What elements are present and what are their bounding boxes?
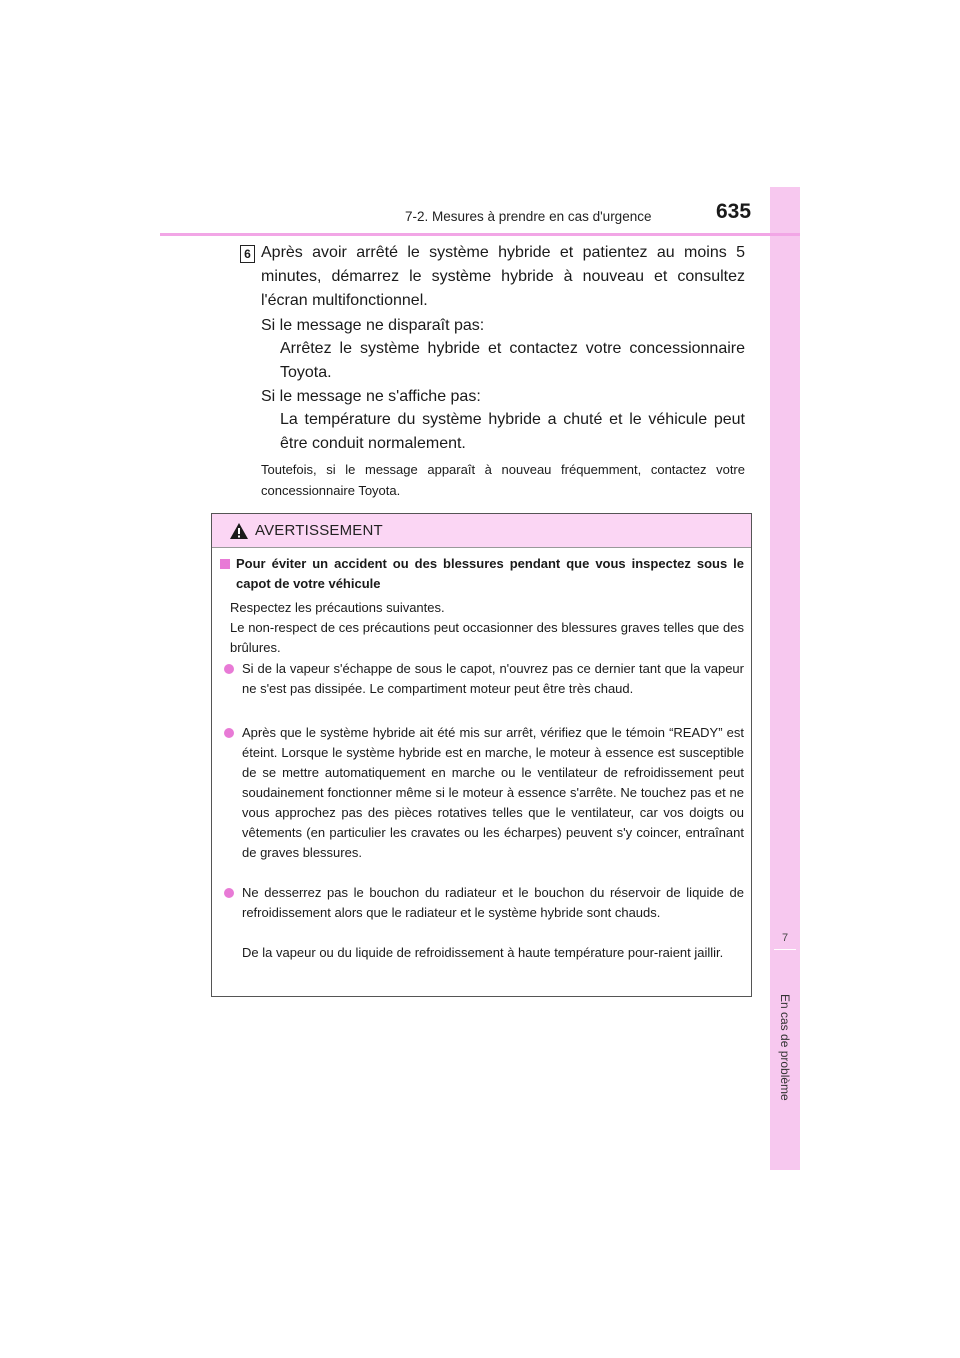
- warning-intro-2: Le non-respect de ces précautions peut occasionner des blessures graves telles que des brûlures.: [230, 620, 744, 655]
- warning-box: [211, 513, 752, 997]
- step-note: Toutefois, si le message apparaît à nouveau fréquemment, contactez votre concessionnaire Toyota.: [261, 462, 745, 498]
- chapter-number: 7: [781, 932, 789, 944]
- case2-label: Si le message ne s'affiche pas:: [261, 388, 481, 405]
- warning-heading: Pour éviter un accident ou des blessures pendant que vous inspectez sous le capot de votre véhicule: [236, 556, 744, 591]
- warning-intro-1: Respectez les précautions suivantes.: [230, 600, 445, 615]
- circle-bullet-icon: [224, 664, 234, 674]
- chapter-tab-divider: [774, 949, 796, 950]
- case1-text: Arrêtez le système hybride et contactez votre concessionnaire Toyota.: [280, 340, 745, 381]
- warning-header: [212, 514, 751, 548]
- warning-title: AVERTISSEMENT: [255, 522, 383, 539]
- warning-bullet-2: Après que le système hybride ait été mis sur arrêt, vérifiez que le témoin “READY” est éteint. Lorsque le système hybride est en marche, le moteur à essence est susceptible de se mettre automatiquement en marche ou le ventilateur de refroidissement peut soudainement fonctionner même si le moteur à essence s'arrête. Ne touchez pas et ne vous approchez pas des pièces rotatives telles que le ventilateur, car vos doigts ou vêtements (en particulier les cravates ou les écharpes) peuvent s'y coincer, entraînant de graves blessures.: [242, 725, 744, 860]
- step-text: Après avoir arrêté le système hybride et patientez au moins 5 minutes, démarrez le système hybride à nouveau et consultez l'écran multifonctionnel.: [261, 244, 745, 309]
- circle-bullet-icon: [224, 728, 234, 738]
- square-bullet-icon: [220, 559, 230, 569]
- circle-bullet-icon: [224, 888, 234, 898]
- page-number: 635: [716, 200, 752, 223]
- header-rule: [160, 233, 800, 236]
- section-title: 7-2. Mesures à prendre en cas d'urgence: [405, 209, 652, 224]
- chapter-side-tab: [770, 187, 800, 1170]
- case2-text: La température du système hybride a chuté et le véhicule peut être conduit normalement.: [280, 411, 745, 452]
- warning-triangle-icon: [229, 522, 249, 540]
- warning-bullet-3: Ne desserrez pas le bouchon du radiateur et le bouchon du réservoir de liquide de refroidissement alors que le radiateur et le système hybride sont chauds.: [242, 885, 744, 920]
- warning-bullet-3-extra: De la vapeur ou du liquide de refroidissement à haute température pour-raient jaillir.: [242, 945, 724, 960]
- chapter-title: En cas de problème: [778, 993, 792, 1101]
- case1-label: Si le message ne disparaît pas:: [261, 317, 485, 334]
- warning-bullet-1: Si de la vapeur s'échappe de sous le capot, n'ouvrez pas ce dernier tant que la vapeur ne s'est pas dissipée. Le compartiment moteur peut être très chaud.: [242, 661, 744, 696]
- step-number-badge: 6: [240, 245, 255, 263]
